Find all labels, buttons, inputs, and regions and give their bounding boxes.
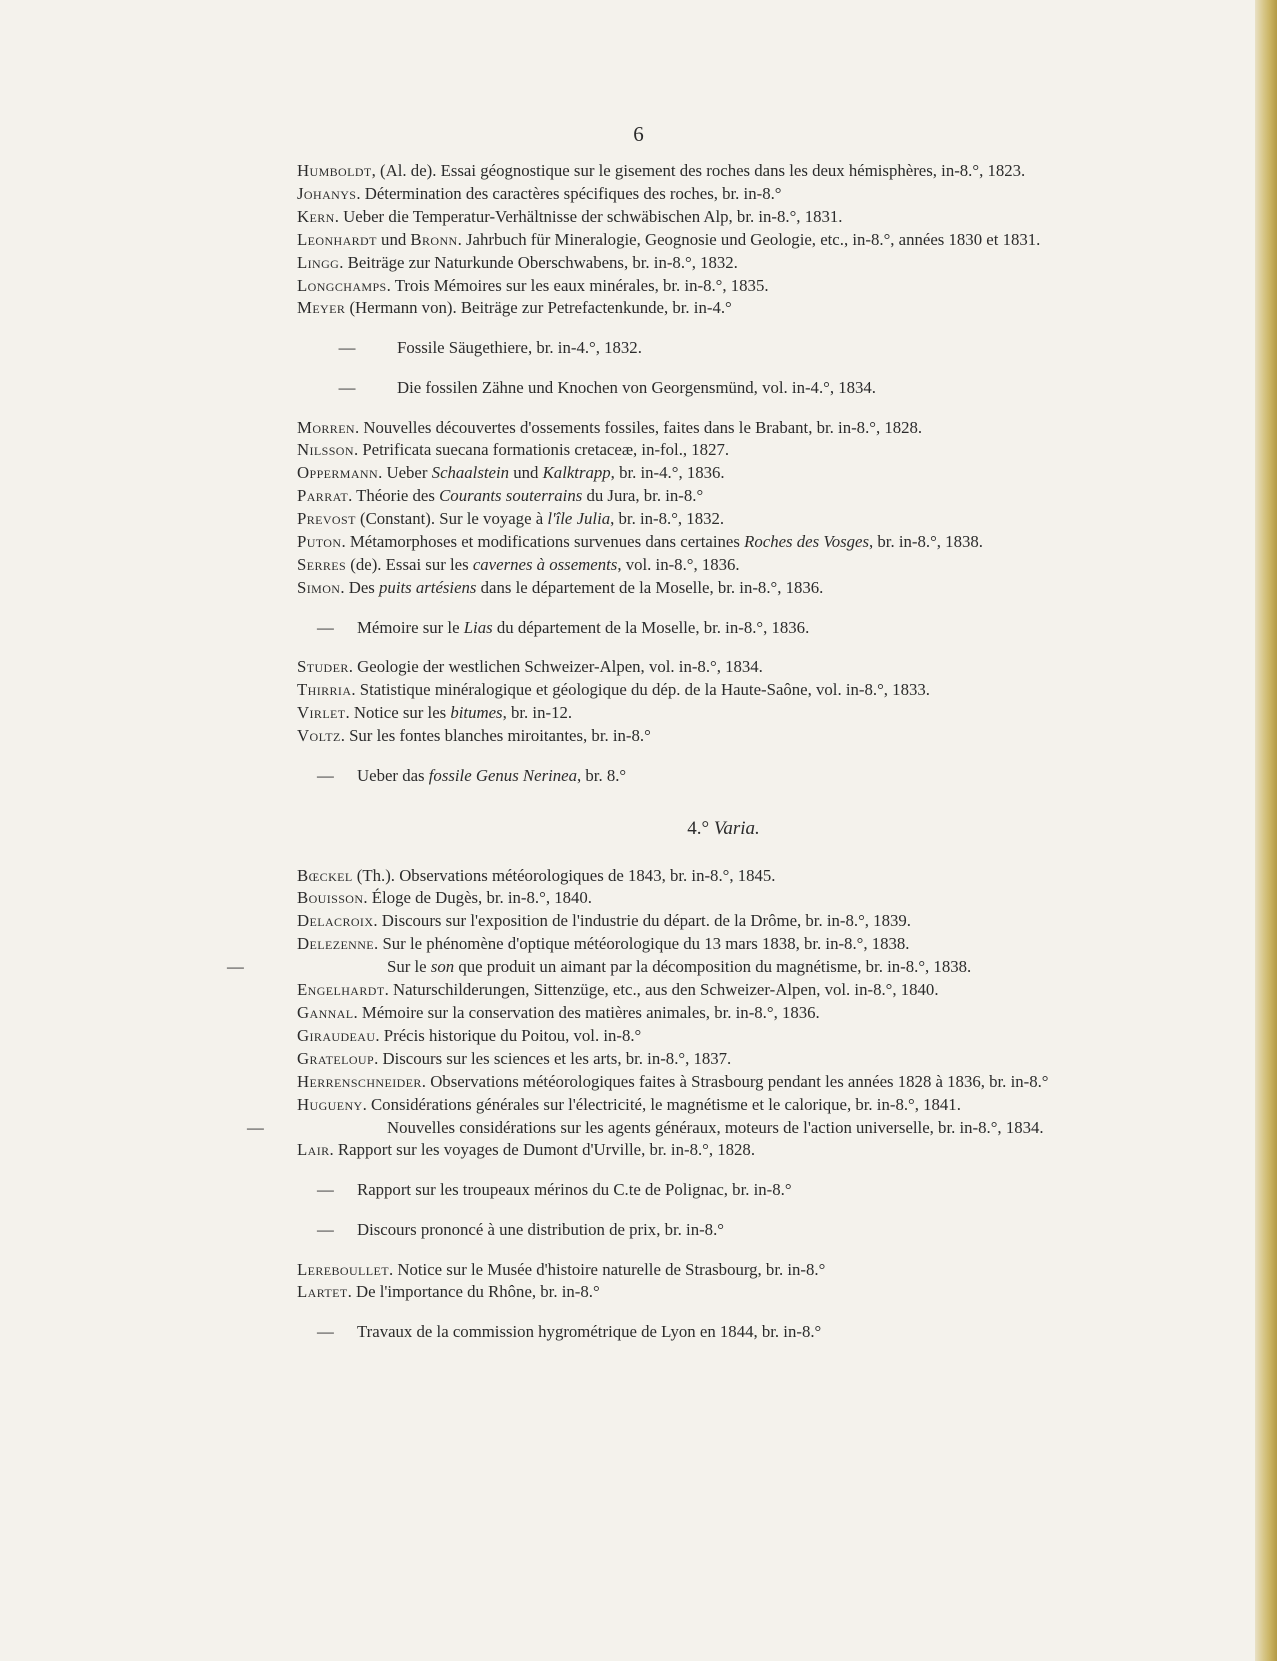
- entry-text: . Métamorphoses et modifications survenues dans certaines: [341, 532, 745, 552]
- entry-text: (Hermann von). Beiträge zur Petrefactenkunde, br. in-4.°: [345, 298, 732, 318]
- ditto-dash: —: [247, 1117, 264, 1137]
- entry-text: , (Al. de). Essai géognostique sur le gisement des roches dans les deux hémisphères, in-8.°, 1823.: [371, 161, 1026, 180]
- bib-entry: [297, 910, 1170, 933]
- entry-text: . Jahrbuch für Mineralogie, Geognosie und Geologie, etc., in-8.°, années 1830 et 1831.: [457, 229, 1041, 249]
- entry-text: (de). Essai sur les: [346, 554, 473, 574]
- entry-text: . Ueber: [378, 463, 432, 483]
- author-name: Parrat: [297, 486, 349, 506]
- entry-text: Travaux de la commission hygrométrique de Lyon en 1844, br. in-8.°: [357, 1322, 822, 1342]
- author-name: Lereboullet: [297, 1259, 389, 1279]
- author-name: Virlet: [297, 703, 346, 723]
- entry-text: . Geologie der westlichen Schweizer-Alpen, vol. in-8.°, 1834.: [348, 657, 763, 677]
- entry-text: du Jura, br. in-8.°: [582, 486, 704, 506]
- entry-text: und: [376, 229, 411, 249]
- ditto-dash: —: [338, 377, 356, 397]
- entry-text: Mémoire sur le: [357, 617, 464, 637]
- entry-text: . Sur le phénomène d'optique météorologique du 13 mars 1838, br. in-8.°, 1838.: [374, 934, 910, 954]
- author-name: Oppermann: [297, 463, 379, 483]
- entry-title-italic: Lias: [463, 617, 493, 637]
- ditto-dash: —: [338, 338, 356, 358]
- author-name: Studer: [297, 657, 349, 677]
- entry-text: dans le département de la Moselle, br. in-8.°, 1836.: [476, 577, 824, 597]
- author-name: Puton: [297, 532, 342, 552]
- entry-text: und: [509, 463, 543, 483]
- author-name: Meyer: [297, 298, 346, 318]
- bib-entry: [297, 1025, 1170, 1048]
- author-name: Simon: [297, 577, 341, 597]
- section-title: Varia.: [713, 817, 760, 839]
- entry-text: . Sur les fontes blanches miroitantes, br. in-8.°: [340, 726, 651, 746]
- bib-entry: [297, 417, 1170, 440]
- bib-entry: [297, 462, 1170, 485]
- author-name: Voltz: [297, 726, 341, 746]
- entry-title-italic: Courants souterrains: [439, 486, 583, 506]
- entry-text: . Statistique minéralogique et géologique du dép. de la Haute-Saône, vol. in-8.°, 1833.: [351, 680, 930, 700]
- entry-text: . Éloge de Dugès, br. in-8.°, 1840.: [363, 888, 592, 908]
- entry-text: , br. in-8.°, 1838.: [869, 532, 983, 552]
- entry-text: (Th.). Observations météorologiques de 1843, br. in-8.°, 1845.: [352, 865, 776, 885]
- entry-title-italic: fossile Genus Nerinea: [428, 765, 577, 785]
- author-name: Johanys: [297, 183, 357, 203]
- entry-text: . Petrificata suecana formationis cretaceæ, in-fol., 1827.: [353, 440, 730, 460]
- author-name: Prevost: [297, 509, 356, 529]
- bib-entry: [297, 725, 1170, 748]
- bib-entry-continuation: [297, 377, 1170, 400]
- page-edge: [1255, 0, 1277, 1661]
- entry-text: Sur le: [387, 957, 431, 977]
- author-name: Delezenne: [297, 934, 375, 954]
- author-name: Humboldt: [297, 161, 372, 180]
- entry-text: . Ueber die Temperatur-Verhältnisse der schwäbischen Alp, br. in-8.°, 1831.: [334, 206, 843, 226]
- entry-text: . Notice sur les: [345, 703, 451, 723]
- entry-text: . Discours sur les sciences et les arts, br. in-8.°, 1837.: [374, 1048, 732, 1068]
- bib-entry-continuation: [297, 1219, 1170, 1242]
- entry-text: . Des: [340, 577, 380, 597]
- author-name: Bouisson: [297, 888, 364, 908]
- entry-text: . Précis historique du Poitou, vol. in-8.°: [375, 1025, 642, 1045]
- bib-entry: [297, 1071, 1170, 1094]
- entry-text: . Théorie des: [348, 486, 440, 506]
- bib-entry: [297, 229, 1170, 252]
- entry-text: . Rapport sur les voyages de Dumont d'Urville, br. in-8.°, 1828.: [329, 1140, 756, 1160]
- author-name: Gannal: [297, 1002, 354, 1022]
- bib-entry: [297, 297, 1170, 320]
- ditto-dash: —: [317, 617, 334, 637]
- bib-entry: [297, 275, 1170, 298]
- author-name: Giraudeau: [297, 1025, 376, 1045]
- entry-text: . Observations météorologiques faites à Strasbourg pendant les années 1828 à 1836, br. in-8.°: [421, 1071, 1049, 1091]
- entry-text: Ueber das: [357, 765, 429, 785]
- entry-text: Rapport sur les troupeaux mérinos du C.te de Polignac, br. in-8.°: [357, 1180, 792, 1200]
- ditto-dash: —: [317, 1180, 334, 1200]
- bib-entry: [297, 508, 1170, 531]
- entry-text: . Mémoire sur la conservation des matières animales, br. in-8.°, 1836.: [353, 1002, 820, 1022]
- author-name: Lair: [297, 1140, 330, 1160]
- bib-entry: [297, 679, 1170, 702]
- bib-entry: [297, 554, 1170, 577]
- author-name: Kern: [297, 206, 335, 226]
- entry-title-italic: cavernes à ossements: [472, 554, 618, 574]
- entry-text: Discours prononcé à une distribution de prix, br. in-8.°: [357, 1219, 724, 1239]
- author-name: Thirria: [297, 680, 352, 700]
- bib-entry: [297, 206, 1170, 229]
- entry-text: Nouvelles considérations sur les agents généraux, moteurs de l'action universelle, br. in-8.°, 1834.: [387, 1117, 1044, 1137]
- entry-text: . De l'importance du Rhône, br. in-8.°: [347, 1282, 600, 1302]
- bib-entry: [297, 1048, 1170, 1071]
- bib-entry: [297, 933, 1170, 956]
- bib-entry: [297, 1139, 1170, 1162]
- entry-title-italic: Schaalstein: [431, 463, 510, 483]
- bibliography-page: [227, 160, 1170, 1361]
- entry-text: . Beiträge zur Naturkunde Oberschwabens, br. in-8.°, 1832.: [339, 252, 738, 272]
- author-name: Delacroix: [297, 911, 374, 931]
- author-name: Longchamps: [297, 275, 387, 295]
- entry-text: . Notice sur le Musée d'histoire naturelle de Strasbourg, br. in-8.°: [388, 1259, 826, 1279]
- entry-title-italic: Kalktrapp: [542, 463, 611, 483]
- entry-title-italic: Roches des Vosges: [744, 532, 870, 552]
- entry-text: . Nouvelles découvertes d'ossements fossiles, faites dans le Brabant, br. in-8.°, 1828.: [355, 417, 923, 437]
- author-name: Nilsson: [297, 440, 354, 460]
- ditto-dash: —: [317, 765, 334, 785]
- author-name: Morren: [297, 417, 355, 437]
- author-name: Lingg: [297, 252, 340, 272]
- bib-entry: [297, 1002, 1170, 1025]
- bib-entry: [297, 656, 1170, 679]
- bib-entry: [297, 702, 1170, 725]
- entry-text: , vol. in-8.°, 1836.: [617, 554, 740, 574]
- entry-text: (Constant). Sur le voyage à: [355, 509, 548, 529]
- bib-entry-continuation: [247, 1117, 1170, 1140]
- section-number: 4.°: [687, 817, 710, 839]
- bib-entry-continuation: [297, 765, 1170, 788]
- bib-entry-continuation: [297, 617, 1170, 640]
- entry-text: , br. in-12.: [502, 703, 573, 723]
- author-name: Hugueny: [297, 1094, 363, 1114]
- author-name: Herrenschneider: [297, 1071, 422, 1091]
- author-name: Engelhardt: [297, 980, 385, 1000]
- entry-text: , br. 8.°: [577, 765, 627, 785]
- section-heading: [297, 818, 1170, 841]
- entry-text: , br. in-4.°, 1836.: [610, 463, 725, 483]
- bib-entry-continuation: [297, 1321, 1170, 1344]
- ditto-dash: —: [317, 1322, 334, 1342]
- entry-text: . Discours sur l'exposition de l'industrie du départ. de la Drôme, br. in-8.°, 1839.: [373, 911, 911, 931]
- entry-text: du département de la Moselle, br. in-8.°, 1836.: [492, 617, 810, 637]
- entry-title-italic: son: [430, 957, 455, 977]
- entry-text: que produit un aimant par la décomposition du magnétisme, br. in-8.°, 1838.: [454, 957, 972, 977]
- entry-title-italic: bitumes: [450, 703, 503, 723]
- bib-entry: [297, 439, 1170, 462]
- bib-entry: [297, 485, 1170, 508]
- author-name: Leonhardt: [297, 229, 377, 249]
- bib-entry: [297, 183, 1170, 206]
- ditto-dash: —: [317, 1219, 334, 1239]
- bib-entry: [297, 1259, 1170, 1282]
- entry-text: Fossile Säugethiere, br. in-4.°, 1832.: [397, 338, 642, 358]
- bib-entry: [297, 577, 1170, 600]
- entry-text: . Trois Mémoires sur les eaux minérales, br. in-8.°, 1835.: [386, 275, 769, 295]
- author-name: Serres: [297, 554, 347, 574]
- bib-entry: [297, 160, 1170, 183]
- bib-entry-continuation: [297, 1179, 1170, 1202]
- author-name: Grateloup: [297, 1048, 375, 1068]
- author-name: Lartet: [297, 1282, 348, 1302]
- bib-entry-continuation: [297, 337, 1170, 360]
- bib-entry-continuation: [227, 956, 1170, 979]
- bib-entry: [297, 1281, 1170, 1304]
- bib-entry: [297, 887, 1170, 910]
- entry-text: . Naturschilderungen, Sittenzüge, etc., aus den Schweizer-Alpen, vol. in-8.°, 1840.: [384, 980, 939, 1000]
- ditto-dash: —: [227, 957, 244, 977]
- bib-entry: [297, 252, 1170, 275]
- entry-text: , br. in-8.°, 1832.: [610, 509, 725, 529]
- bib-entry: [297, 531, 1170, 554]
- entry-text: . Détermination des caractères spécifiques des roches, br. in-8.°: [356, 183, 782, 203]
- author-name: Bronn: [410, 229, 458, 249]
- entry-text: . Considérations générales sur l'électricité, le magnétisme et le calorique, br. in-8.°, 1841.: [362, 1094, 961, 1114]
- bib-entry: [297, 979, 1170, 1002]
- page-number: 6: [633, 122, 644, 146]
- entry-title-italic: puits artésiens: [379, 577, 477, 597]
- bib-entry: [297, 1094, 1170, 1117]
- author-name: Bœckel: [297, 865, 353, 885]
- bib-entry: [297, 865, 1170, 888]
- entry-text: Die fossilen Zähne und Knochen von Georgensmünd, vol. in-4.°, 1834.: [397, 377, 876, 397]
- entry-title-italic: l'île Julia: [547, 509, 611, 529]
